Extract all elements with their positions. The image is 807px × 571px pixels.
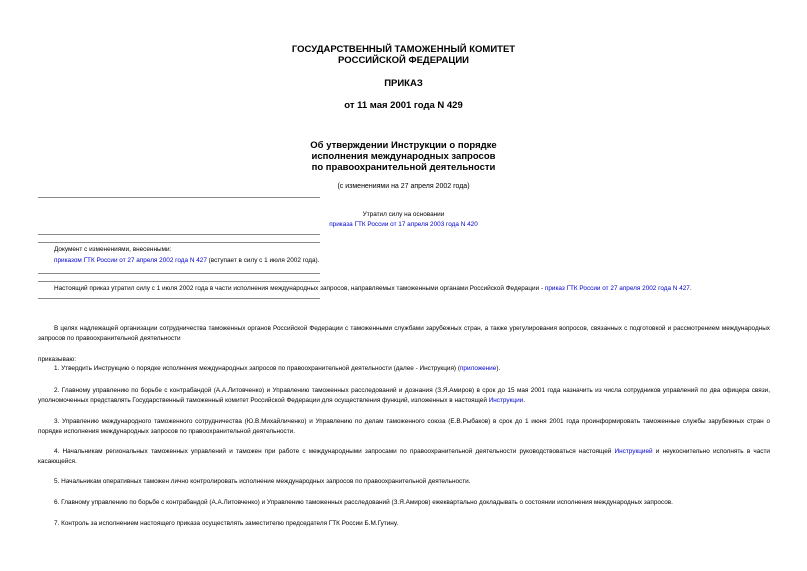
doc-title-line3: по правоохранительной деятельности (311, 162, 496, 173)
order-item-4: 4. Начальникам региональных таможенных управлений и таможен при работе с международными запросами по правоохранительной деятельности руководствоваться настоящей Инструкцией и неукоснительно исполнять в части касающейся. (38, 448, 770, 465)
repeal-note: Утратил силу на основании (362, 211, 445, 218)
partial-repeal-link[interactable]: приказ ГТК России от 27 апреля 2002 года N 427 (544, 285, 690, 292)
order-item-6: 6. Главному управлению по борьбе с контрабандой (А.А.Литовченко) и Управлению таможенных расследований (З.Я.Амиров) ежеквартально докладывать о состоянии исполнения международных запросов. (54, 499, 673, 506)
amended-note: (с изменениями на 27 апреля 2002 года) (337, 183, 470, 190)
order-item-5: 5. Начальникам оперативных таможен лично контролировать исполнение международных запросов по правоохранительной деятельности. (54, 478, 471, 485)
repeal-order-link[interactable]: приказа ГТК России от 17 апреля 2003 года N 420 (329, 221, 478, 228)
doc-type: ПРИКАЗ (384, 78, 423, 89)
divider (38, 234, 320, 235)
divider (38, 197, 320, 198)
order-item-7: 7. Контроль за исполнением настоящего приказа осуществлять заместителю председателя ГТК России Б.М.Гутину. (54, 520, 399, 527)
doc-date: от 11 мая 2001 года N 429 (344, 100, 463, 111)
order-word: приказываю: (38, 356, 76, 363)
partial-repeal-note: Настоящий приказ утратил силу с 1 июля 2002 года в части исполнения международных запросов, направляемых таможенными органами Российской Федерации - приказ ГТК России от 27 апреля 2002 года N 427. (54, 285, 692, 292)
divider (38, 281, 320, 282)
appendix-link[interactable]: приложение (459, 365, 497, 372)
amendment-effective-note: (вступает в силу с 1 июля 2002 года). (206, 257, 320, 264)
org-name-line1: ГОСУДАРСТВЕННЫЙ ТАМОЖЕННЫЙ КОМИТЕТ (291, 44, 516, 55)
divider (38, 273, 320, 274)
amendment-order-link[interactable]: приказом ГТК России от 27 апреля 2002 года N 427 (54, 257, 207, 264)
org-name-line2: РОССИЙСКОЙ ФЕДЕРАЦИИ (337, 55, 469, 66)
instruction-link[interactable]: Инструкции (488, 397, 524, 404)
instruction-link-2[interactable]: Инструкцией (614, 448, 653, 455)
preamble: В целях надлежащей организации сотрудничества таможенных органов Российской Федерации с таможенными службами зарубежных стран, а также урегулирования вопросов, связанных с подготовкой и рассмотрением международных запросов по правоохранительной деятельности (38, 325, 770, 342)
order-item-3: 3. Управлению международного таможенного сотрудничества (Ю.В.Михайличенко) и Управлению по делам таможенного союза (Е.В.Рыбаков) в срок до 1 июня 2001 года проинформировать таможенные службы зарубежных стран о порядке исполнения международных запросов по правоохранительной деятельности. (38, 418, 770, 435)
changes-line (54, 256, 319, 265)
doc-title-line2: исполнения международных запросов (311, 151, 496, 162)
doc-title-line1: Об утверждении Инструкции о порядке (310, 140, 497, 151)
divider (38, 242, 320, 243)
changes-label: Документ с изменениями, внесенными: (54, 246, 172, 253)
order-item-1: 1. Утвердить Инструкцию о порядке исполнения международных запросов по правоохранительной деятельности (далее - Инструкция) (приложение). (54, 365, 501, 372)
order-item-2: 2. Главному управлению по борьбе с контрабандой (А.А.Литовченко) и Управлению таможенных расследований и дознания (З.Я.Амиров) в срок до 15 мая 2001 года назначить из числа сотрудников управлений по два офицера связи, уполномоченных представлять Государственный таможенный комитет Российской Федерации для осуществления функций, изложенных в настоящей Инструкции. (38, 387, 770, 404)
divider (38, 298, 320, 299)
